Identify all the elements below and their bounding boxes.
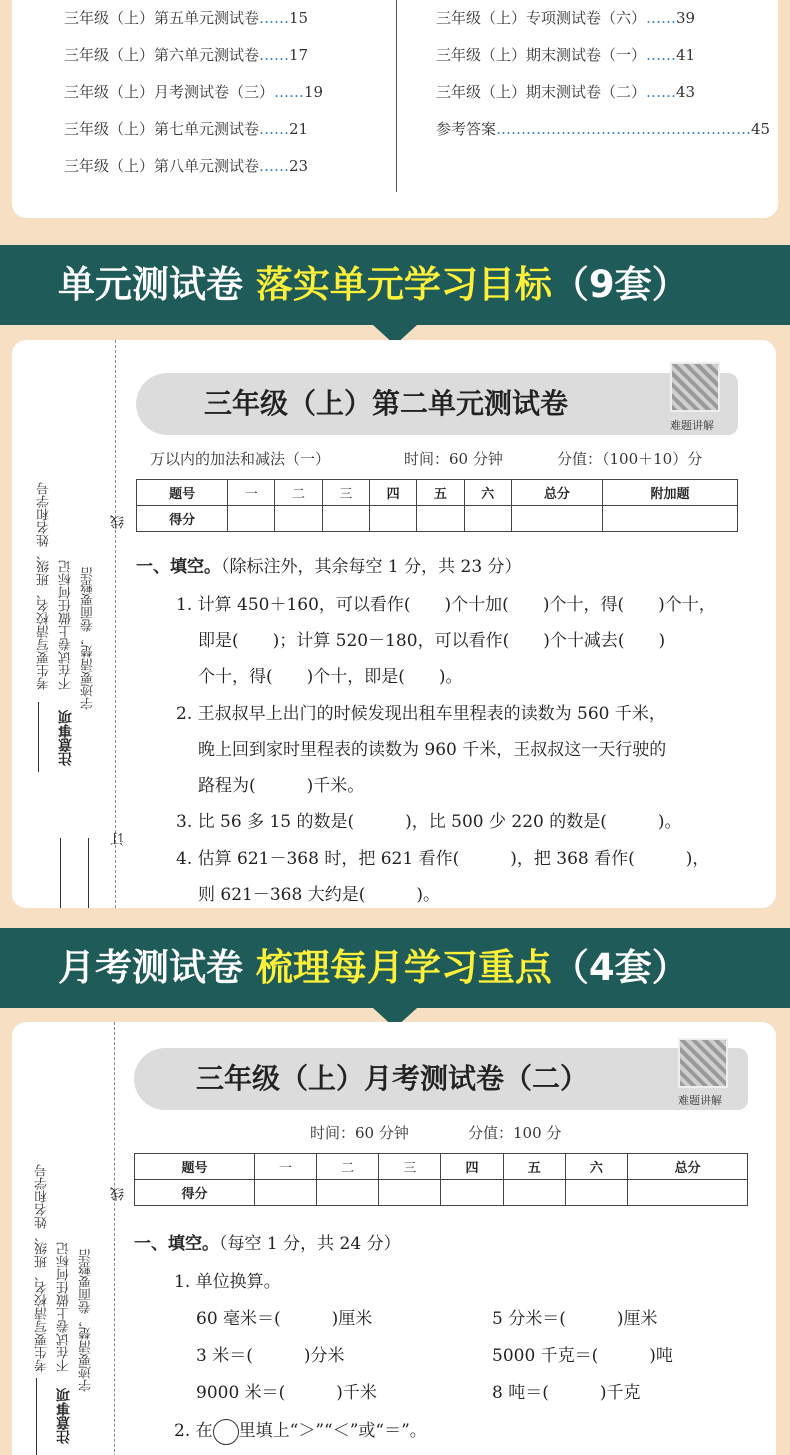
table-header: 三 bbox=[379, 1154, 441, 1180]
table-header: 附加题 bbox=[602, 480, 737, 506]
test-title: 三年级（上）月考测试卷（二） bbox=[195, 1062, 588, 1095]
binding-line bbox=[88, 838, 89, 908]
side-note-line2: 不在试卷上做任何标记 bbox=[57, 1242, 72, 1372]
banner-unit-tests bbox=[0, 245, 790, 325]
score-cell[interactable] bbox=[275, 506, 322, 532]
conversion-item: 60 毫米＝( )厘米 bbox=[196, 1309, 373, 1329]
table-header: 五 bbox=[503, 1154, 565, 1180]
row-label: 得分 bbox=[135, 1180, 255, 1206]
qr-code-icon[interactable] bbox=[670, 362, 720, 412]
score-cell[interactable] bbox=[464, 506, 511, 532]
test-score: 分值：（100＋10）分 bbox=[557, 450, 703, 468]
toc-item[interactable]: 三年级（上）第八单元测试卷……23 bbox=[64, 157, 309, 175]
table-row bbox=[135, 1180, 748, 1206]
section-heading: 一、填空。（每空 1 分，共 24 分） bbox=[134, 1234, 401, 1254]
section-heading: 一、填空。（除标注外，其余每空 1 分，共 23 分） bbox=[136, 557, 522, 577]
binding-line bbox=[60, 838, 61, 908]
toc-left-column bbox=[64, 0, 323, 185]
toc-item[interactable]: 三年级（上）第七单元测试卷……21 bbox=[64, 120, 309, 138]
notice-border bbox=[36, 1378, 37, 1455]
toc-card bbox=[12, 0, 778, 218]
qr-label: 难题讲解 bbox=[678, 1094, 722, 1107]
question-line: 2. 王叔叔早上出门的时候发现出租车里程表的读数为 560 千米， bbox=[176, 704, 666, 724]
table-header: 二 bbox=[317, 1154, 379, 1180]
notice-title: 注意事项 bbox=[56, 1388, 72, 1444]
banner-main: 单元测试卷 bbox=[58, 263, 243, 306]
question-line: 晚上回到家时里程表的读数为 960 千米，王叔叔这一天行驶的 bbox=[198, 740, 667, 760]
score-cell[interactable] bbox=[254, 1180, 316, 1206]
table-header: 五 bbox=[417, 480, 464, 506]
question-line: 1. 单位换算。 bbox=[174, 1272, 281, 1292]
table-header: 一 bbox=[254, 1154, 316, 1180]
monthly-test-card bbox=[12, 1022, 776, 1455]
conversion-item: 5 分米＝( )厘米 bbox=[492, 1309, 658, 1329]
banner-highlight: 梳理每月学习重点 bbox=[255, 946, 552, 989]
question-line: 即是( )；计算 520－180，可以看作( )个十减去( ) bbox=[198, 631, 666, 651]
side-note-line3: 字迹要清楚，卷面要整洁 bbox=[81, 567, 96, 710]
score-cell[interactable] bbox=[317, 1180, 379, 1206]
table-row bbox=[137, 480, 738, 506]
question-line: 2. 在 里填上“＞”“＜”或“＝”。 bbox=[174, 1416, 427, 1445]
toc-divider bbox=[396, 0, 397, 192]
table-header: 题号 bbox=[137, 480, 228, 506]
cut-line bbox=[114, 1022, 115, 1455]
score-cell[interactable] bbox=[379, 1180, 441, 1206]
question-line: 路程为( )千米。 bbox=[198, 776, 365, 796]
score-cell[interactable] bbox=[628, 1180, 748, 1206]
side-note-line1: 考生要写清校名、班级、姓名和学号 bbox=[35, 1164, 50, 1372]
table-header: 二 bbox=[275, 480, 322, 506]
table-header: 四 bbox=[369, 480, 416, 506]
score-cell[interactable] bbox=[602, 506, 737, 532]
score-cell[interactable] bbox=[417, 506, 464, 532]
conversion-item: 9000 米＝( )千米 bbox=[196, 1383, 377, 1403]
table-header: 六 bbox=[464, 480, 511, 506]
toc-item[interactable]: 三年级（上）第六单元测试卷……17 bbox=[64, 46, 309, 64]
question-line: 3. 比 56 多 15 的数是( )，比 500 少 220 的数是( )。 bbox=[176, 812, 682, 832]
score-table bbox=[136, 479, 738, 532]
test-time: 时间：60 分钟 bbox=[310, 1124, 409, 1142]
question-line: 个十，得( )个十，即是( )。 bbox=[198, 667, 463, 687]
toc-item[interactable]: 三年级（上）专项测试卷（六）……39 bbox=[436, 9, 696, 27]
qr-code-icon[interactable] bbox=[678, 1038, 728, 1088]
notice-border bbox=[38, 702, 39, 772]
table-header: 总分 bbox=[628, 1154, 748, 1180]
score-cell[interactable] bbox=[228, 506, 275, 532]
qr-label: 难题讲解 bbox=[670, 419, 714, 432]
table-header: 题号 bbox=[135, 1154, 255, 1180]
compare-circle-icon bbox=[213, 1419, 239, 1445]
score-cell[interactable] bbox=[369, 506, 416, 532]
table-header: 一 bbox=[228, 480, 275, 506]
test-topic: 万以内的加法和减法（一） bbox=[150, 450, 331, 468]
question-line: 1. 计算 450＋160，可以看作( )个十加( )个十，得( )个十， bbox=[176, 595, 716, 615]
cut-mark-xian: 线 bbox=[110, 515, 126, 529]
banner-monthly-tests bbox=[0, 928, 790, 1008]
table-header: 三 bbox=[322, 480, 369, 506]
table-header: 总分 bbox=[511, 480, 602, 506]
score-cell[interactable] bbox=[503, 1180, 565, 1206]
table-row bbox=[137, 506, 738, 532]
score-cell[interactable] bbox=[441, 1180, 503, 1206]
notice-title: 注意事项 bbox=[58, 710, 74, 766]
toc-item[interactable]: 三年级（上）第五单元测试卷……15 bbox=[64, 9, 309, 27]
cut-mark-xian: 线 bbox=[110, 1187, 126, 1201]
test-score: 分值：100 分 bbox=[468, 1124, 562, 1142]
conversion-item: 3 米＝( )分米 bbox=[196, 1346, 345, 1366]
table-header: 四 bbox=[441, 1154, 503, 1180]
score-cell[interactable] bbox=[565, 1180, 627, 1206]
side-note-line1: 考生要写清校名、班级、姓名和学号 bbox=[37, 482, 52, 690]
banner-count: （9套） bbox=[551, 263, 689, 306]
toc-right-column bbox=[436, 0, 770, 148]
test-title: 三年级（上）第二单元测试卷 bbox=[203, 387, 568, 420]
question-line: 则 621－368 大约是( )。 bbox=[198, 885, 440, 905]
conversion-item: 5000 千克＝( )吨 bbox=[492, 1346, 673, 1366]
banner-main: 月考测试卷 bbox=[58, 946, 243, 989]
toc-item[interactable]: 三年级（上）期末测试卷（一）……41 bbox=[436, 46, 696, 64]
score-cell[interactable] bbox=[511, 506, 602, 532]
test-time: 时间：60 分钟 bbox=[404, 450, 503, 468]
unit-test-card bbox=[12, 340, 776, 908]
side-note-line2: 不在试卷上做任何标记 bbox=[59, 560, 74, 690]
table-row bbox=[135, 1154, 748, 1180]
toc-item[interactable]: 三年级（上）期末测试卷（二）……43 bbox=[436, 83, 696, 101]
toc-item[interactable]: 三年级（上）月考测试卷（三）……19 bbox=[64, 83, 324, 101]
banner-highlight: 落实单元学习目标 bbox=[255, 263, 552, 306]
toc-item[interactable]: 参考答案……………………………………………45 bbox=[436, 120, 771, 138]
row-label: 得分 bbox=[137, 506, 228, 532]
score-cell[interactable] bbox=[322, 506, 369, 532]
table-header: 六 bbox=[565, 1154, 627, 1180]
question-line: 4. 估算 621－368 时，把 621 看作( )，把 368 看作( )， bbox=[176, 849, 710, 869]
conversion-item: 8 吨＝( )千克 bbox=[492, 1383, 641, 1403]
banner-count: （4套） bbox=[551, 946, 689, 989]
side-note-line3: 字迹要清楚，卷面要整洁 bbox=[79, 1249, 94, 1392]
cut-mark-ding: 订 bbox=[110, 832, 126, 846]
cut-line bbox=[115, 340, 116, 908]
score-table bbox=[134, 1153, 748, 1206]
